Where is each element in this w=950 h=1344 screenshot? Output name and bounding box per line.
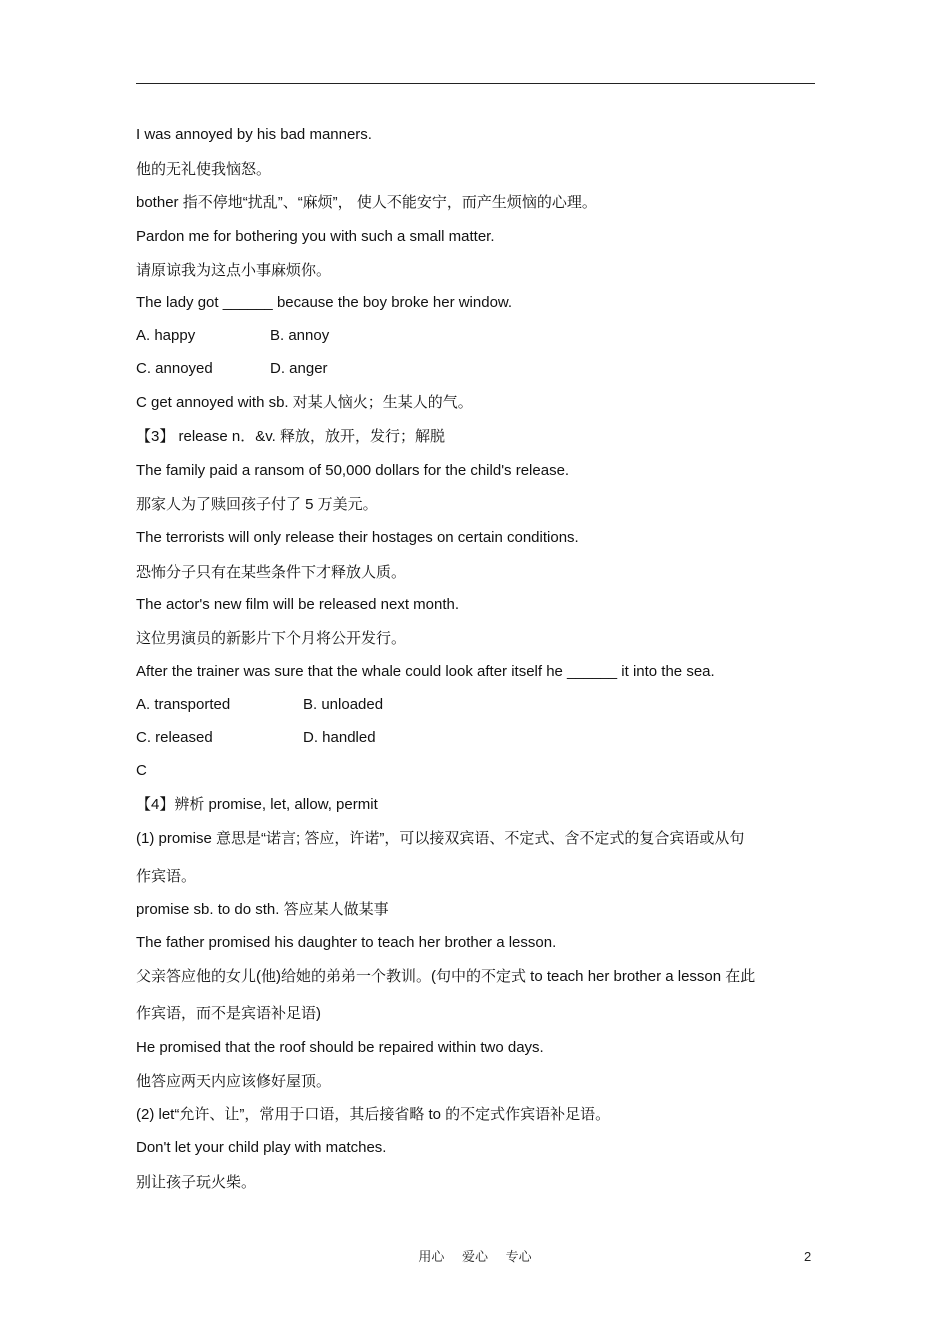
example-sentence: I was annoyed by his bad manners. <box>136 126 372 143</box>
example-sentence: Pardon me for bothering you with such a small matter. <box>136 228 495 245</box>
option-d: D. anger <box>270 360 328 377</box>
option-a: A. happy <box>136 327 196 344</box>
translation: 这位男演员的新影片下个月将公开发行。 <box>136 630 407 647</box>
translation: 他的无礼使我恼怒。 <box>136 161 272 178</box>
answer: C <box>136 762 147 779</box>
usage-pattern: promise sb. to do sth. 答应某人做某事 <box>136 901 389 918</box>
question-stem: After the trainer was sure that the whale could look after itself he ______ it into the sea. <box>136 663 715 680</box>
translation: 请原谅我为这点小事麻烦你。 <box>136 262 332 279</box>
example-sentence: Don't let your child play with matches. <box>136 1139 387 1156</box>
option-b: B. unloaded <box>303 696 384 713</box>
example-sentence: The terrorists will only release their hostages on certain conditions. <box>136 529 579 546</box>
translation: 他答应两天内应该修好屋顶。 <box>136 1073 332 1090</box>
option-a: A. transported <box>136 696 231 713</box>
explanation: 作宾语。 <box>136 868 197 885</box>
answer: C get annoyed with sb. 对某人恼火；生某人的气。 <box>136 394 473 411</box>
translation: 作宾语，而不是宾语补足语) <box>136 1005 321 1022</box>
question-stem: The lady got ______ because the boy broke her window. <box>136 294 513 311</box>
header-rule <box>136 83 815 84</box>
section-heading: 【4】辨析 promise, let, allow, permit <box>136 796 378 813</box>
option-d: D. handled <box>303 729 376 746</box>
option-c: C. annoyed <box>136 360 213 377</box>
example-sentence: He promised that the roof should be repaired within two days. <box>136 1039 544 1056</box>
translation: 那家人为了赎回孩子付了 5 万美元。 <box>136 496 378 513</box>
explanation: (2) let“允许、让”，常用于口语，其后接省略 to 的不定式作宾语补足语。 <box>136 1106 611 1123</box>
option-c: C. released <box>136 729 213 746</box>
explanation: (1) promise 意思是“诺言; 答应，许诺”，可以接双宾语、不定式、含不定式的复合宾语或从句 <box>136 830 745 847</box>
option-b: B. annoy <box>270 327 330 344</box>
example-sentence: The actor's new film will be released next month. <box>136 596 460 613</box>
page-number: 2 <box>804 1249 812 1264</box>
explanation: bother 指不停地“扰乱”、“麻烦”， 使人不能安宁，而产生烦恼的心理。 <box>136 194 597 211</box>
footer-motto: 用心 爱心 专心 <box>418 1249 532 1264</box>
translation: 别让孩子玩火柴。 <box>136 1174 257 1191</box>
section-heading: 【3】 release n．&v. 释放，放开，发行；解脱 <box>136 428 445 445</box>
example-sentence: The father promised his daughter to teach her brother a lesson. <box>136 934 557 951</box>
translation: 恐怖分子只有在某些条件下才释放人质。 <box>136 564 407 581</box>
translation: 父亲答应他的女儿(他)给她的弟弟一个教训。(句中的不定式 to teach her brother a lesson 在此 <box>136 968 756 985</box>
example-sentence: The family paid a ransom of 50,000 dollars for the child's release. <box>136 462 570 479</box>
